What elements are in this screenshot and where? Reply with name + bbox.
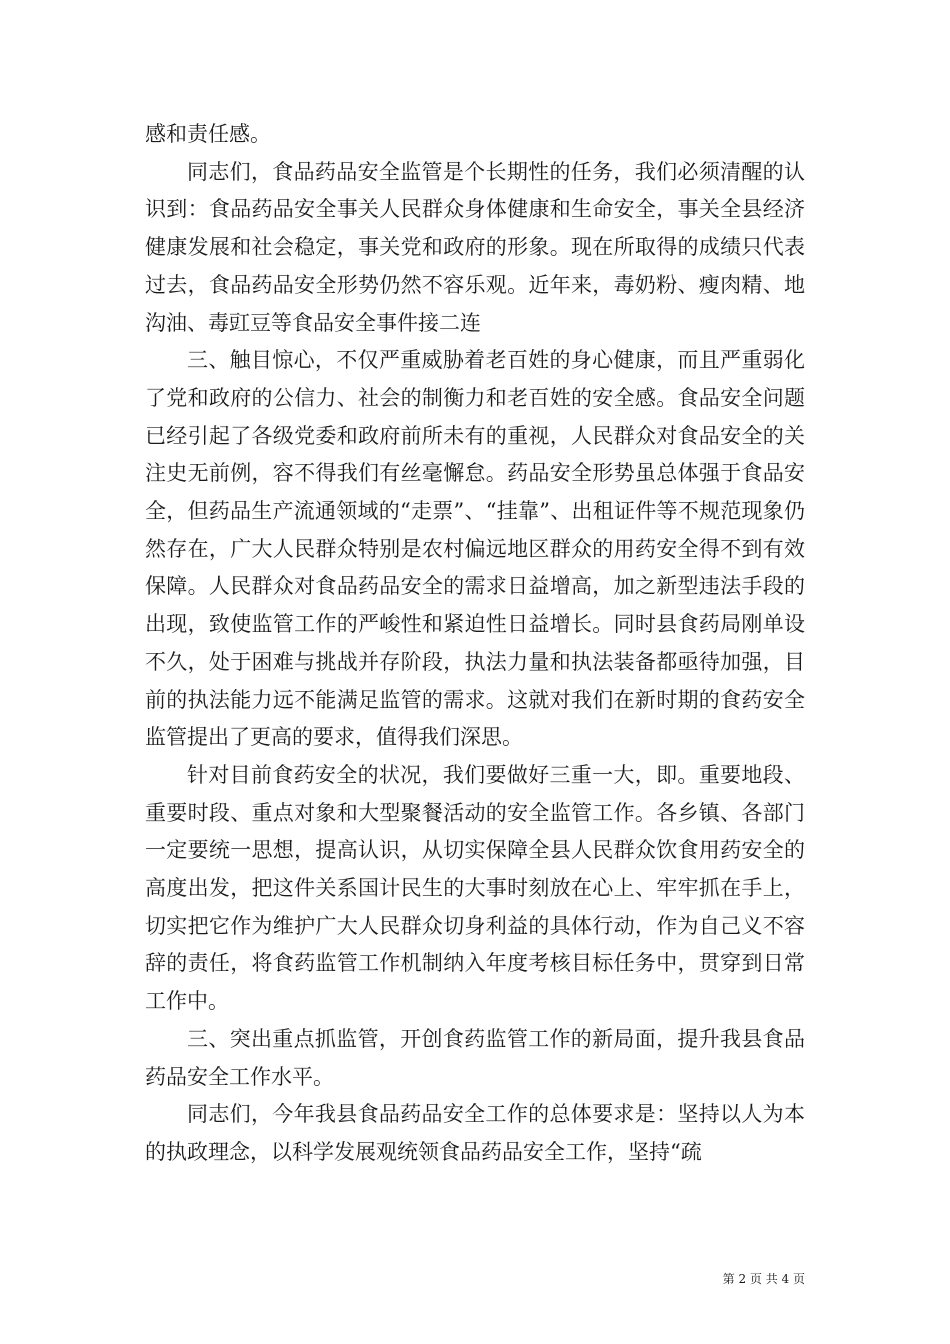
- paragraph: 三、触目惊心，不仅严重威胁着老百姓的身心健康，而且严重弱化了党和政府的公信力、社会的制衡力和老百姓的安全感。食品安全问题已经引起了各级党委和政府前所未有的重视，人民群众对食品安全的关注史无前例，容不得我们有丝毫懈怠。药品安全形势虽总体强于食品安全，但药品生产流通领域的“走票”、“挂靠”、出租证件等不规范现象仍然存在，广大人民群众特别是农村偏远地区群众的用药安全得不到有效保障。人民群众对食品药品安全的需求日益增高，加之新型违法手段的出现，致使监管工作的严峻性和紧迫性日益增长。同时县食药局刚单设不久，处于困难与挑战并存阶段，执法力量和执法装备都亟待加强，目前的执法能力远不能满足监管的需求。这就对我们在新时期的食药安全监管提出了更高的要求，值得我们深思。: [145, 348, 805, 750]
- document-body: [145, 116, 805, 1172]
- paragraph: 同志们，今年我县食品药品安全工作的总体要求是：坚持以人为本的执政理念，以科学发展观统领食品药品安全工作，坚持“疏: [145, 1102, 805, 1164]
- page-number: 第 2 页 共 4 页: [722, 1272, 805, 1286]
- paragraph: 同志们，食品药品安全监管是个长期性的任务，我们必须清醒的认识到：食品药品安全事关人民群众身体健康和生命安全，事关全县经济健康发展和社会稳定，事关党和政府的形象。现在所取得的成绩只代表过去，食品药品安全形势仍然不容乐观。近年来，毒奶粉、瘦肉精、地沟油、毒豇豆等食品安全事件接二连: [145, 159, 805, 335]
- paragraph-continuation: 感和责任感。: [145, 122, 271, 146]
- paragraph: 针对目前食药安全的状况，我们要做好三重一大，即。重要地段、重要时段、重点对象和大型聚餐活动的安全监管工作。各乡镇、各部门一定要统一思想，提高认识，从切实保障全县人民群众饮食用药安全的高度出发，把这件关系国计民生的大事时刻放在心上、牢牢抓在手上，切实把它作为维护广大人民群众切身利益的具体行动，作为自己义不容辞的责任，将食药监管工作机制纳入年度考核目标任务中，贯穿到日常工作中。: [145, 762, 805, 1014]
- section-heading-paragraph: 三、突出重点抓监管，开创食药监管工作的新局面，提升我县食品药品安全工作水平。: [145, 1026, 805, 1089]
